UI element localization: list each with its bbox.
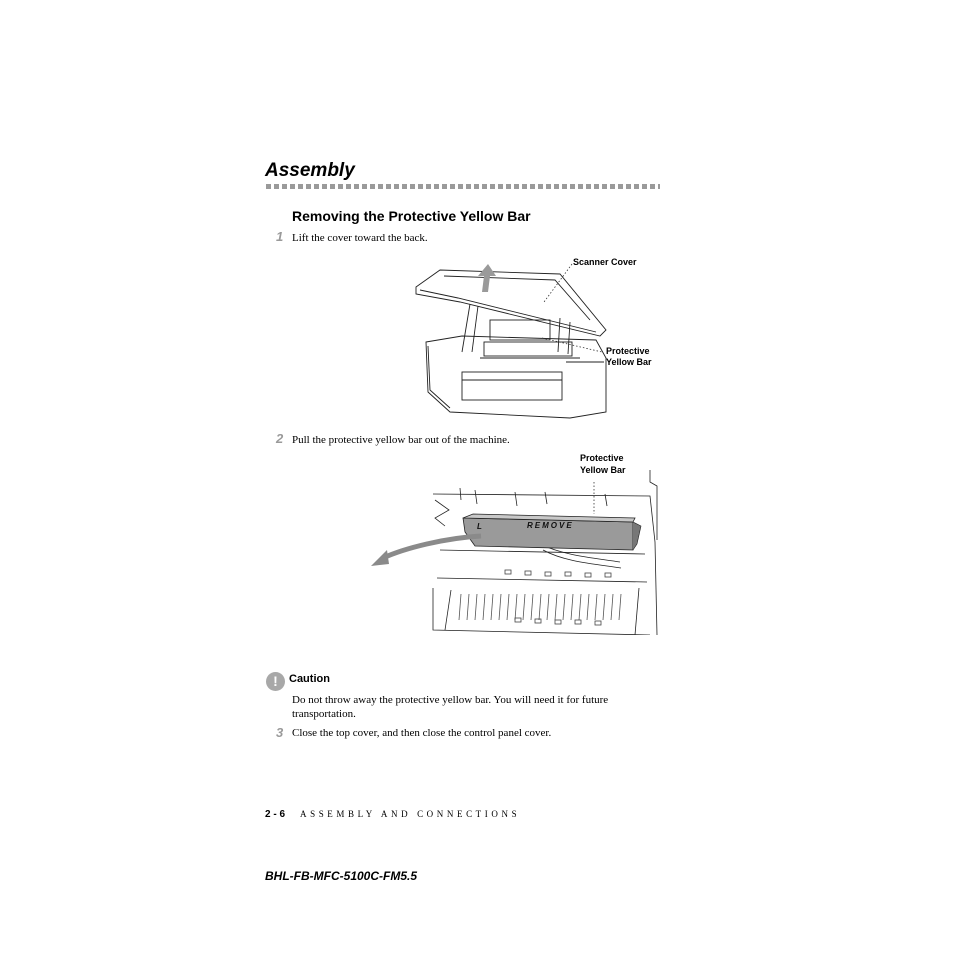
step-text: Close the top cover, and then close the control panel cover. — [292, 727, 552, 739]
caution-text: Do not throw away the protective yellow bar. You will need it for future transportation. — [292, 694, 609, 720]
figure-lift-cover-illustration — [410, 262, 610, 422]
figure-pull-bar-illustration — [365, 470, 660, 635]
step-number: 3 — [276, 725, 284, 740]
step-number: 1 — [276, 229, 284, 244]
step-number: 2 — [276, 431, 284, 446]
footer-page-number: 2 - 6 — [265, 809, 286, 820]
bar-label-l: L — [477, 522, 482, 531]
exclamation-icon: ! — [266, 672, 285, 691]
caution-title: Caution — [289, 673, 330, 685]
section-title: Assembly — [265, 160, 355, 181]
subsection-title: Removing the Protective Yellow Bar — [292, 208, 531, 224]
footer-chapter-title: ASSEMBLY AND CONNECTIONS — [300, 809, 521, 819]
step-text: Lift the cover toward the back. — [292, 232, 428, 244]
callout-yellow-bar-line1: Protective — [606, 346, 650, 356]
callout-yellow-bar-line2: Yellow Bar — [606, 357, 652, 367]
callout-protective-line1: Protective — [580, 453, 624, 463]
document-id: BHL-FB-MFC-5100C-FM5.5 — [265, 869, 418, 883]
title-dotted-rule — [266, 184, 660, 189]
callout-protective-line2: Yellow Bar — [580, 465, 626, 475]
callout-scanner-cover: Scanner Cover — [573, 257, 637, 267]
bar-label-remove: REMOVE — [527, 521, 574, 530]
step-text: Pull the protective yellow bar out of the machine. — [292, 434, 510, 446]
